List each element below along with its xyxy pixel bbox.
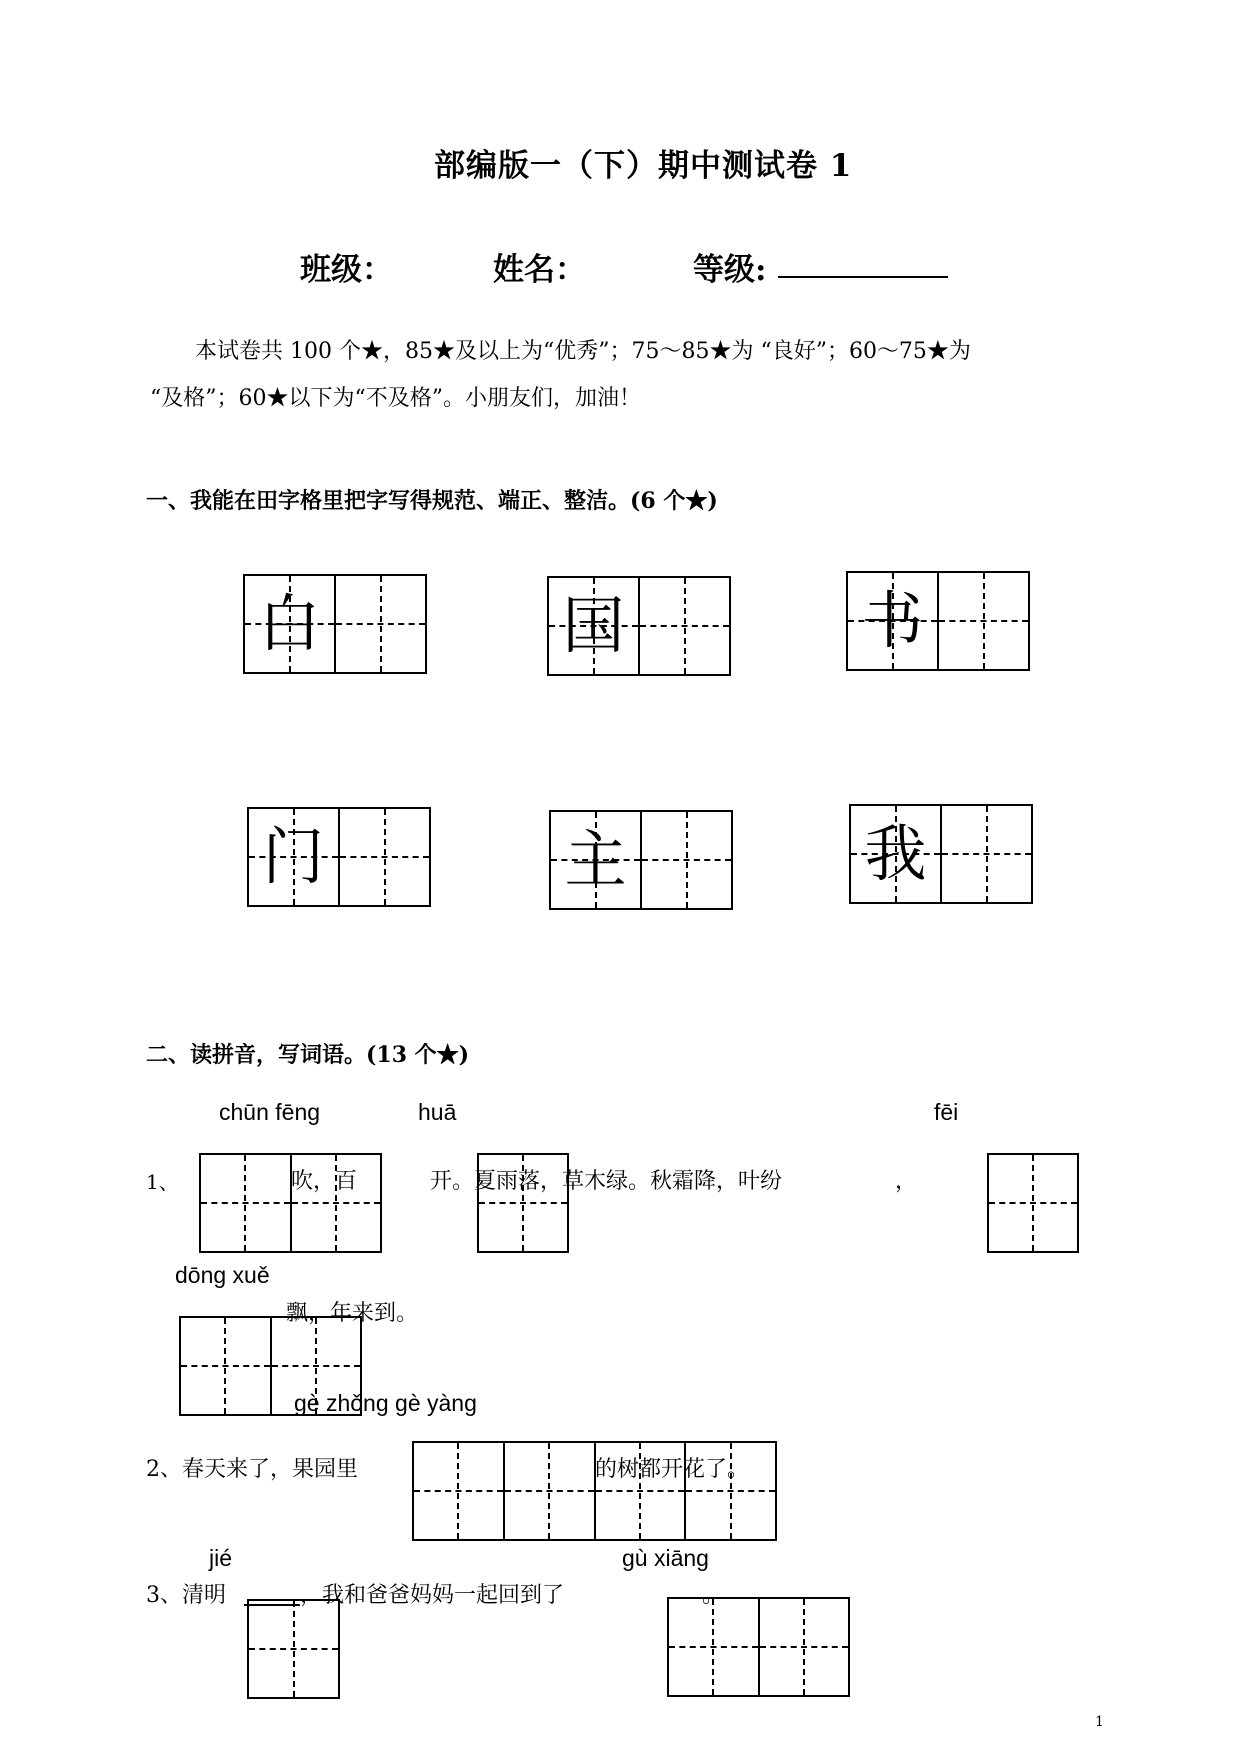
question-3-text-b: ，我和爸爸妈妈一起回到了: [300, 1583, 565, 1608]
answer-grid-fei[interactable]: [987, 1153, 1079, 1253]
class-label: 班级：: [300, 252, 393, 288]
grid-cell[interactable]: [848, 573, 937, 669]
model-character: 门: [262, 820, 325, 893]
tianzige-grid[interactable]: [849, 804, 1033, 904]
grid-cell[interactable]: [549, 578, 638, 674]
grid-cell[interactable]: [503, 1443, 594, 1539]
grid-cell[interactable]: [937, 573, 1028, 669]
name-label: 姓名：: [493, 252, 586, 288]
grade-blank-line: [778, 276, 948, 278]
tianzige-grid[interactable]: [547, 576, 731, 676]
model-character: 白: [258, 587, 321, 660]
grid-cell[interactable]: [940, 806, 1031, 902]
page-number: 1: [1095, 1714, 1104, 1730]
question-1-text-a: 吹，百: [291, 1169, 358, 1194]
model-character: 国: [562, 589, 625, 662]
intro-line-1: 本试卷共 100 个★，85★及以上为“优秀”；75～85★为 “良好”；60～75★为: [195, 339, 971, 364]
pinyin-gezhonggeyang: gè zhǒng gè yàng: [294, 1390, 477, 1416]
question-1-text-b: 开。夏雨落，草木绿。秋霜降，叶纷: [430, 1169, 783, 1194]
question-1-text-c: ，: [895, 1169, 918, 1194]
grid-cell[interactable]: [334, 576, 425, 672]
model-character: 主: [564, 823, 627, 896]
grid-cell[interactable]: [851, 806, 940, 902]
grid-cell[interactable]: [414, 1443, 503, 1539]
tianzige-grid[interactable]: [846, 571, 1030, 671]
tianzige-grid[interactable]: [247, 807, 431, 907]
grid-cell[interactable]: [551, 812, 640, 908]
grid-cell[interactable]: [640, 812, 731, 908]
grid-cell[interactable]: [669, 1599, 758, 1695]
grid-cell[interactable]: [181, 1318, 270, 1414]
grid-cell[interactable]: [638, 578, 729, 674]
question-3-text-c: 。: [702, 1583, 725, 1608]
grid-cell[interactable]: [758, 1599, 849, 1695]
intro-line-2: “及格”；60★以下为“不及格”。小朋友们，加油！: [150, 386, 641, 411]
grade-label: 等级:: [693, 252, 767, 288]
question-1-text-d: 飘，年来到。: [286, 1301, 419, 1326]
grid-cell[interactable]: [338, 809, 429, 905]
model-character: 书: [861, 584, 924, 657]
page-title: 部编版一（下）期中测试卷 1: [434, 148, 853, 184]
model-character: 我: [864, 817, 927, 890]
section-1-title: 一、我能在田字格里把字写得规范、端正、整洁。(6 个★): [146, 488, 718, 514]
pinyin-fei: fēi: [934, 1099, 959, 1125]
grid-cell[interactable]: [249, 1601, 338, 1697]
question-1-number: 1、: [146, 1170, 179, 1194]
grid-cell[interactable]: [201, 1155, 290, 1251]
grid-cell[interactable]: [989, 1155, 1077, 1251]
grid-cell[interactable]: [249, 809, 338, 905]
question-2-text-b: 的树都开花了。: [595, 1457, 750, 1482]
tianzige-grid[interactable]: [243, 574, 427, 674]
question-3-text-a: 3、清明: [146, 1583, 226, 1608]
answer-grid-jie[interactable]: [247, 1599, 340, 1699]
question-2-text-a: 2、春天来了，果园里: [146, 1457, 358, 1482]
pinyin-guxiang: gù xiāng: [622, 1545, 709, 1571]
pinyin-jie: jié: [209, 1545, 233, 1571]
grid-cell[interactable]: [245, 576, 334, 672]
pinyin-hua: huā: [418, 1099, 457, 1125]
answer-grid-guxiang[interactable]: [667, 1597, 850, 1697]
tianzige-grid[interactable]: [549, 810, 733, 910]
section-2-title: 二、读拼音，写词语。(13 个★): [146, 1042, 470, 1068]
pinyin-dongxue: dōng xuě: [175, 1262, 270, 1288]
pinyin-chunfeng: chūn fēng: [219, 1099, 321, 1125]
